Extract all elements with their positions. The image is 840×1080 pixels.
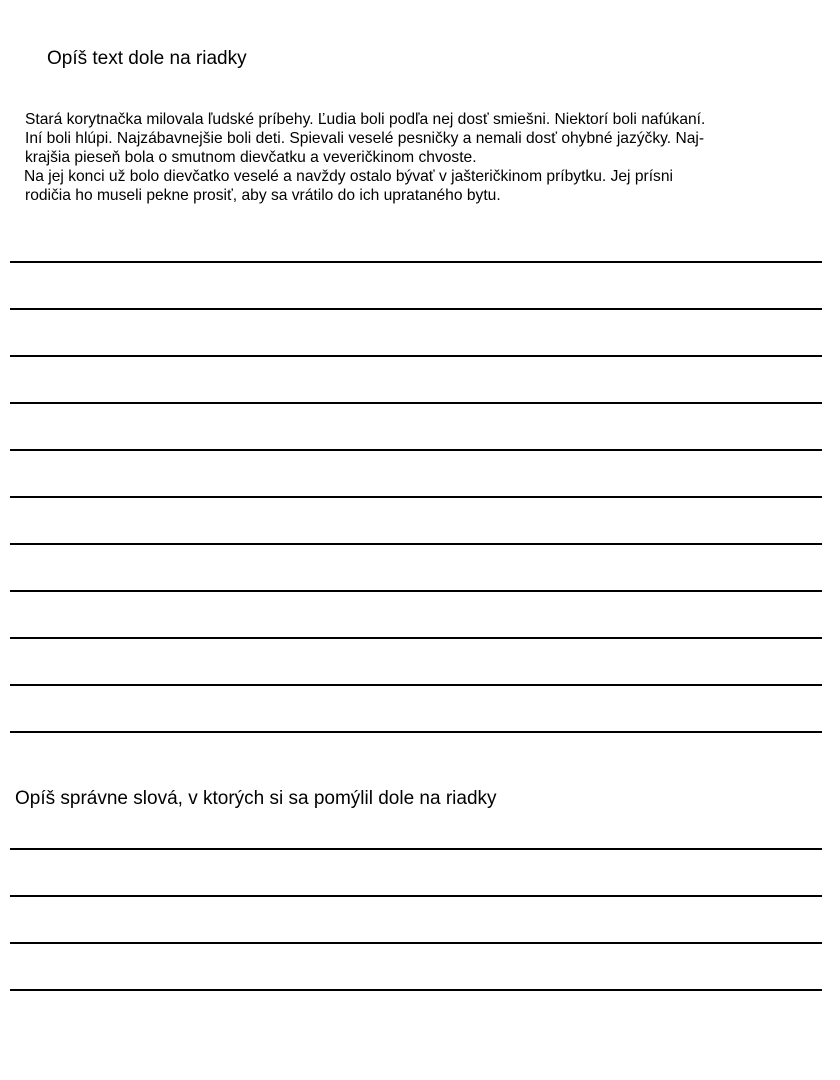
writing-line (10, 543, 822, 545)
writing-line (10, 308, 822, 310)
writing-line (10, 848, 822, 850)
writing-line (10, 942, 822, 944)
writing-line (10, 261, 822, 263)
paragraph-line: rodičia ho museli pekne prosiť, aby sa vrátilo do ich uprataného bytu. (25, 187, 501, 204)
writing-line (10, 895, 822, 897)
paragraph-line: Iní boli hlúpi. Najzábavnejšie boli deti. Spievali veselé pesničky a nemali dosť ohybné jazýčky. Naj- (25, 130, 705, 147)
writing-line (10, 449, 822, 451)
writing-line (10, 355, 822, 357)
paragraph-line: Stará korytnačka milovala ľudské príbehy. Ľudia boli podľa nej dosť smiešni. Niektorí boli nafúkaní. (25, 111, 706, 128)
correct-words-heading: Opíš správne slová, v ktorých si sa pomýlil dole na riadky (15, 788, 497, 809)
paragraph-line: krajšia pieseň bola o smutnom dievčatku a veveričkinom chvoste. (25, 149, 477, 166)
writing-line (10, 989, 822, 991)
source-paragraph (25, 110, 825, 205)
writing-line (10, 590, 822, 592)
writing-line (10, 402, 822, 404)
writing-line (10, 637, 822, 639)
writing-line (10, 731, 822, 733)
writing-line (10, 684, 822, 686)
paragraph-line: Na jej konci už bolo dievčatko veselé a navždy ostalo bývať v jašteričkinom príbytku. Jej prísni (24, 168, 673, 185)
writing-line (10, 496, 822, 498)
copy-text-heading: Opíš text dole na riadky (47, 48, 247, 69)
